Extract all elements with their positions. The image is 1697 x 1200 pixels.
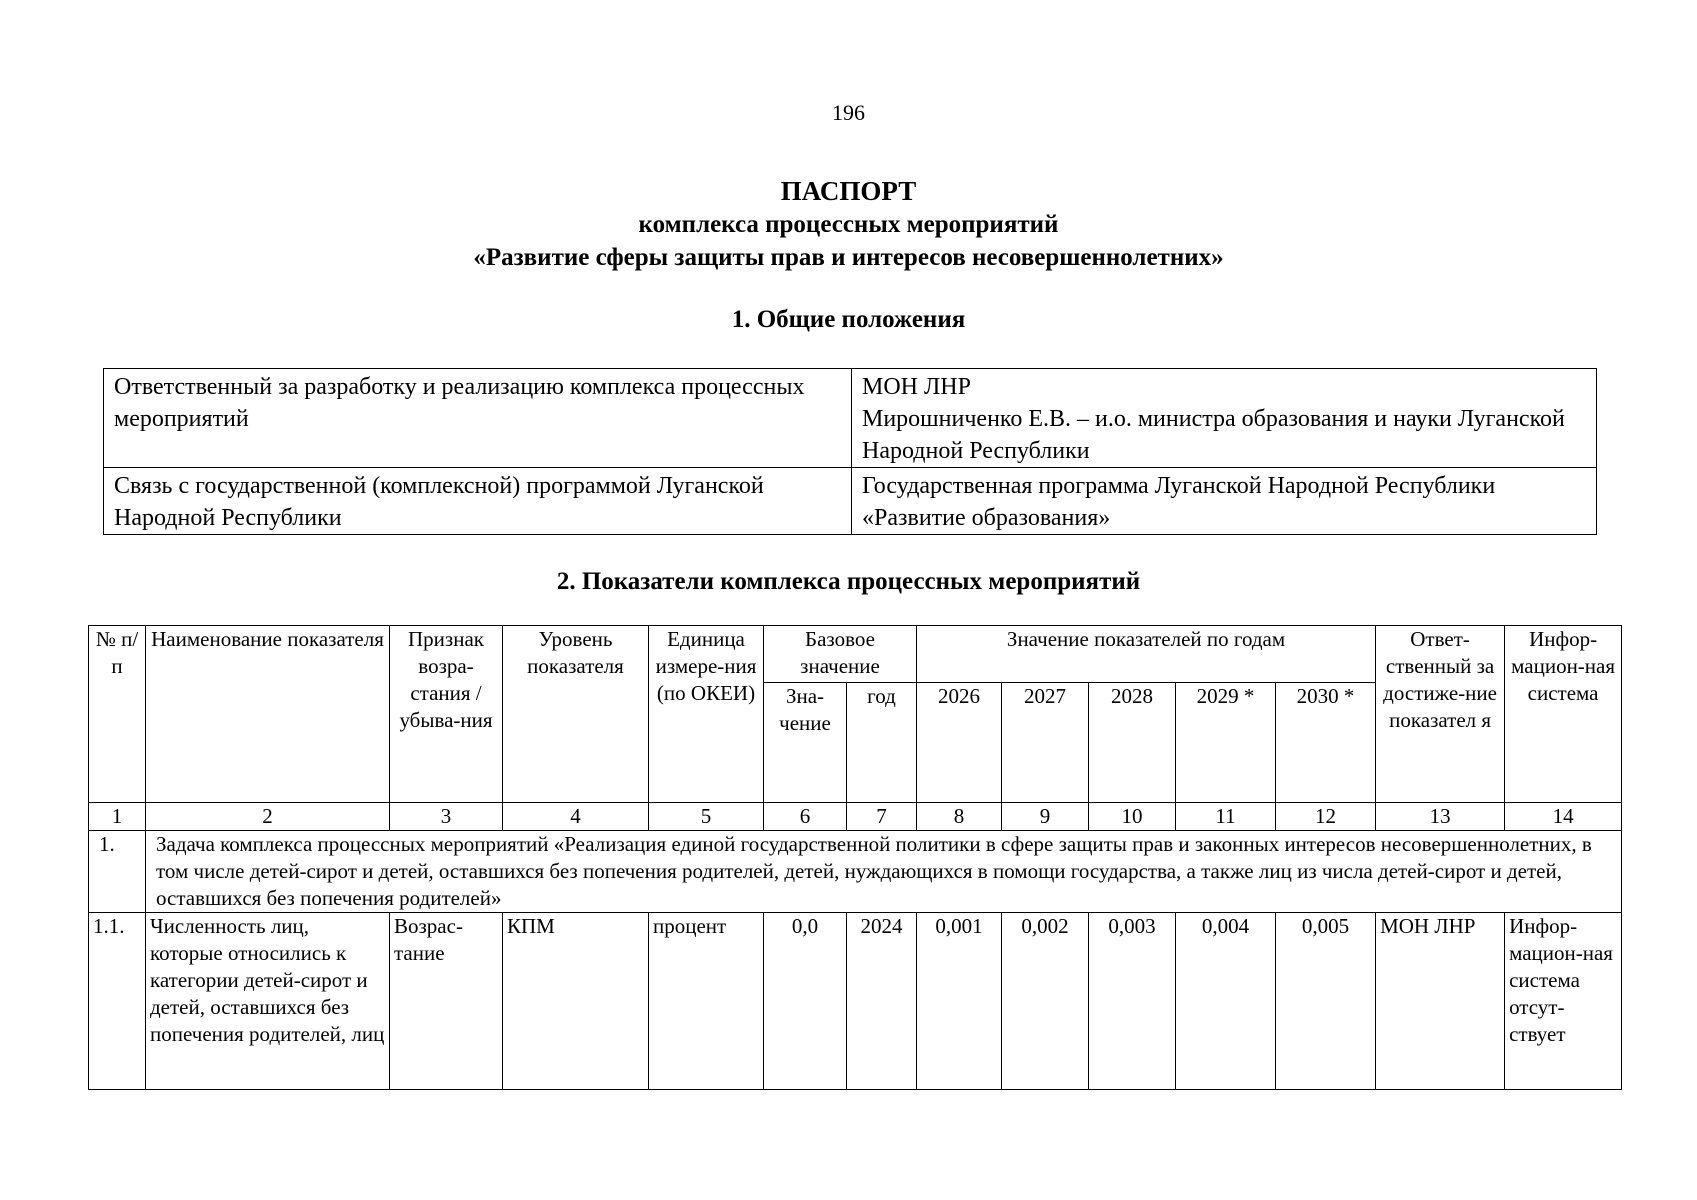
column-number: 1 — [89, 803, 146, 831]
header-trend: Признак возра-стания / убыва-ния — [390, 626, 503, 803]
column-number: 9 — [1002, 803, 1089, 831]
table-row — [104, 369, 1597, 468]
row-trend: Возрас-тание — [390, 913, 503, 1090]
column-number: 12 — [1276, 803, 1376, 831]
row-unit: процент — [649, 913, 764, 1090]
header-year-2027: 2027 — [1002, 683, 1089, 803]
page-number: 196 — [832, 100, 865, 125]
task-num: 1. — [89, 831, 146, 913]
row-info-system: Инфор-мацион-ная система отсут-ствует — [1505, 913, 1622, 1090]
row-num: 1.1. — [89, 913, 146, 1090]
column-number: 3 — [390, 803, 503, 831]
column-number: 4 — [503, 803, 649, 831]
header-level: Уровень показателя — [503, 626, 649, 803]
program-link-value: Государственная программа Луганской Народной Республики «Развитие образования» — [852, 468, 1597, 535]
header-base: Базовое значение — [764, 626, 917, 683]
column-number: 11 — [1176, 803, 1276, 831]
title-line-1: ПАСПОРТ — [780, 176, 917, 206]
row-value-2030: 0,005 — [1276, 913, 1376, 1090]
column-number: 8 — [917, 803, 1002, 831]
row-value-2028: 0,003 — [1089, 913, 1176, 1090]
table-row — [104, 468, 1597, 535]
column-number: 2 — [146, 803, 390, 831]
row-value-2029: 0,004 — [1176, 913, 1276, 1090]
general-provisions-table — [103, 368, 1597, 535]
header-row-1 — [89, 626, 1622, 683]
responsible-person: Мирошниченко Е.В. – и.о. министра образования и науки Луганской Народной Республики — [862, 406, 1565, 464]
column-number-row — [89, 803, 1622, 831]
responsible-org: МОН ЛНР — [862, 374, 971, 400]
responsible-label: Ответственный за разработку и реализацию комплекса процессных мероприятий — [104, 369, 852, 468]
task-text: Задача комплекса процессных мероприятий «Реализация единой государственной политики в сфере защиты прав и законных интересов несовершеннолетних, в том числе детей-сирот и детей, оставшихся без попечения родителей, детей, нуждающихся в помощи государства, а также лиц из числа детей-сирот и детей, оставшихся без попечения родителей» — [146, 831, 1622, 913]
indicators-table — [88, 625, 1622, 1090]
column-number: 5 — [649, 803, 764, 831]
responsible-value — [852, 369, 1597, 468]
header-base-value: Зна-чение — [764, 683, 847, 803]
program-link-label: Связь с государственной (комплексной) программой Луганской Народной Республики — [104, 468, 852, 535]
header-num: № п/п — [89, 626, 146, 803]
header-base-year: год — [847, 683, 917, 803]
header-name: Наименование показателя — [146, 626, 390, 803]
header-responsible: Ответ-ственный за достиже-ние показател я — [1376, 626, 1505, 803]
title-line-2: комплекса процессных мероприятий — [638, 211, 1059, 238]
header-year-2026: 2026 — [917, 683, 1002, 803]
column-number: 6 — [764, 803, 847, 831]
task-row — [89, 831, 1622, 913]
column-number: 10 — [1089, 803, 1176, 831]
document-title — [0, 174, 1697, 274]
header-year-2028: 2028 — [1089, 683, 1176, 803]
row-value-2026: 0,001 — [917, 913, 1002, 1090]
header-year-2030: 2030 * — [1276, 683, 1376, 803]
row-value-2027: 0,002 — [1002, 913, 1089, 1090]
row-name: Численность лиц, которые относились к категории детей-сирот и детей, оставшихся без попечения родителей, лиц — [146, 913, 390, 1090]
column-number: 14 — [1505, 803, 1622, 831]
title-line-3: «Развитие сферы защиты прав и интересов несовершеннолетних» — [473, 244, 1224, 271]
row-responsible: МОН ЛНР — [1376, 913, 1505, 1090]
column-number: 7 — [847, 803, 917, 831]
table-row — [89, 913, 1622, 1090]
header-year-2029: 2029 * — [1176, 683, 1276, 803]
header-values-by-year: Значение показателей по годам — [917, 626, 1376, 683]
row-base-value: 0,0 — [764, 913, 847, 1090]
section-2-heading: 2. Показатели комплекса процессных мероприятий — [556, 568, 1141, 595]
column-number: 13 — [1376, 803, 1505, 831]
section-1-heading: 1. Общие положения — [731, 306, 966, 333]
row-level: КПМ — [503, 913, 649, 1090]
header-unit: Единица измере-ния (по ОКЕИ) — [649, 626, 764, 803]
header-info-system: Инфор-мацион-ная система — [1505, 626, 1622, 803]
row-base-year: 2024 — [847, 913, 917, 1090]
